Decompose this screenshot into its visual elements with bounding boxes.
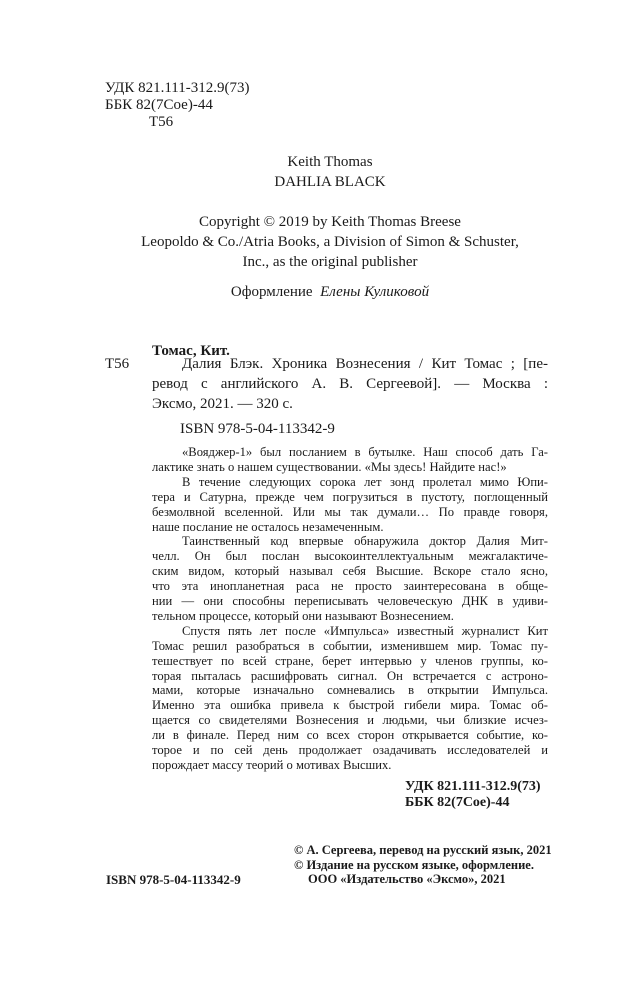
annotation-line: мами, которые изначально сомневались в открытии Импульса. [152,683,548,698]
annotation-line: торая пыталась расшифровать сигнал. Он встречается с астроно- [152,668,548,683]
annotation-line: челл. Он был послан высокоинтеллектуальным межгалактиче- [152,549,548,564]
footer-bbk-code: ББК 82(7Сое)-44 [405,795,510,810]
udk-code: УДК 821.111-312.9(73) [105,80,250,96]
catalog-line: Эксмо, 2021. — 320 с. [152,396,293,412]
annotation-line: торое и по сей день продолжает озадачивать исследователей и [152,743,548,757]
annotation-line: щается со свидетелями Вознесения и людьми, чьи близкие исчез- [152,713,548,728]
designer-name: Елены Куликовой [320,284,430,300]
copyright-line: Copyright © 2019 by Keith Thomas Breese [199,214,461,230]
annotation-line: Спустя пять лет после «Импульса» известный журналист Кит [182,623,548,638]
annotation-line: порождает массу теорий о мотивах Высших. [152,757,392,772]
bbk-code: ББК 82(7Сое)-44 [105,97,213,113]
annotation-line: Томас решил разобраться в событии, изменившем мир. Томас пу- [152,638,548,653]
catalog-author-mark: Т56 [105,356,130,372]
annotation-line: «Вояджер-1» был посланием в бутылке. Наш способ дать Га- [182,445,548,459]
annotation-line: Именно эта ошибка привела к быстрой гибели мира. Томас об- [152,698,548,713]
catalog-author-heading: Томас, Кит. [152,343,230,359]
author-mark: Т56 [149,114,174,130]
annotation-line: В течение следующих сорока лет зонд пролетал мимо Юпи- [182,474,548,489]
annotation-line: Таинственный код впервые обнаружила доктор Далия Мит- [182,534,548,549]
annotation-line: нии — они способны переписывать человеческую ДНК в удиви- [152,594,548,608]
rights-line: © Издание на русском языке, оформление. [294,858,534,872]
rights-line: © А. Сергеева, перевод на русский язык, 2021 [294,843,552,857]
annotation-line: наше послание не осталось незамеченным. [152,519,384,534]
original-title: DAHLIA BLACK [274,174,386,190]
annotation-line: тешествует по всей стране, берет интервью у членов группы, ко- [152,653,548,668]
design-credit [0,283,619,301]
annotation-line: что эта инопланетная раса не просто заинтересована в обще- [152,579,548,594]
annotation-line: безмолвной вселенной. Или мы так думали… По правде говоря, [152,504,548,519]
catalog-line: ревод с английского А. В. Сергеевой]. — Москва : [152,376,548,392]
annotation-line: ли в финале. Перед ним со всех сторон открывается событие, ко- [152,728,548,743]
copyright-line: Inc., as the original publisher [242,254,418,270]
copyright-line: Leopoldo & Co./Atria Books, a Division of Simon & Schuster, [141,234,519,250]
footer-isbn: ISBN 978-5-04-113342-9 [106,872,241,887]
annotation-line: лактике знать о нашем существовании. «Мы здесь! Найдите нас!» [152,459,507,474]
design-label: Оформление [230,284,313,300]
annotation-line: тера и Сатурна, прежде чем погрузиться в пустоту, поглощенный [152,489,548,504]
catalog-line: Далия Блэк. Хроника Вознесения / Кит Томас ; [пе- [182,356,548,372]
annotation-line: тельном процессе, который они называют Вознесением. [152,608,454,623]
footer-udk-code: УДК 821.111-312.9(73) [405,779,541,794]
catalog-isbn: ISBN 978-5-04-113342-9 [180,421,335,437]
rights-line: ООО «Издательство «Эксмо», 2021 [308,872,506,886]
original-author: Keith Thomas [287,154,373,170]
annotation-line: ским видом, который называл себя Высшие. Вскоре стало ясно, [152,564,548,579]
